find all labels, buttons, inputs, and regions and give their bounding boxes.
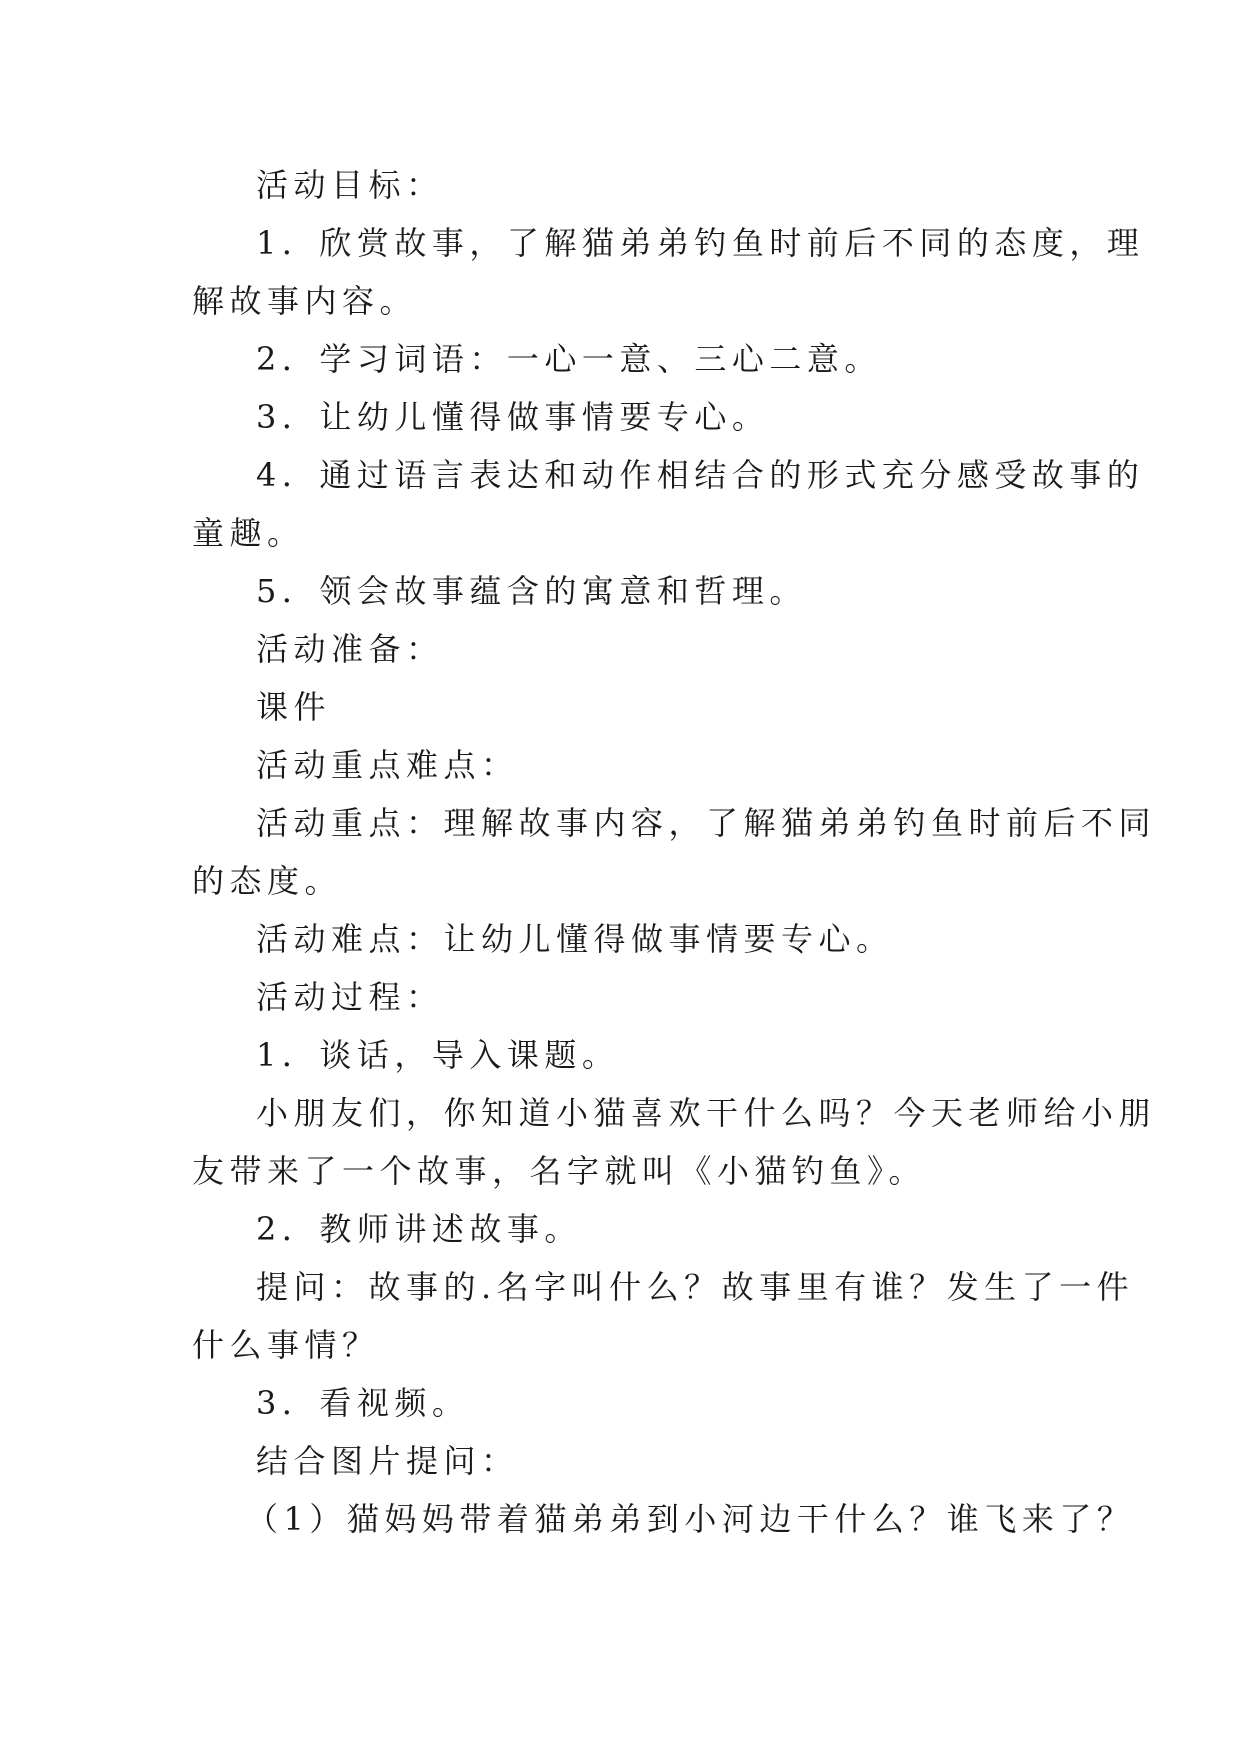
intro-talk-line-2: 友带来了一个故事，名字就叫《小猫钓鱼》。 [192,1152,927,1190]
question-line-2: 什么事情？ [192,1326,380,1364]
heading-activity-process: 活动过程： [256,978,444,1016]
process-step-3: 3．看视频。 [256,1384,470,1422]
question-line-1: 提问：故事的.名字叫什么？故事里有谁？发生了一件 [256,1268,1135,1306]
goal-4-line-1: 4．通过语言表达和动作相结合的形式充分感受故事的 [256,456,1145,494]
intro-talk-line-1: 小朋友们，你知道小猫喜欢干什么吗？今天老师给小朋 [256,1094,1157,1132]
goal-1-line-1: 1．欣赏故事，了解猫弟弟钓鱼时前后不同的态度，理 [256,224,1145,262]
picture-question-1: （1）猫妈妈带着猫弟弟到小河边干什么？谁飞来了？ [246,1500,1135,1538]
goal-4-line-2: 童趣。 [192,514,305,552]
key-point-line-1: 活动重点：理解故事内容，了解猫弟弟钓鱼时前后不同 [256,804,1157,842]
picture-questions-heading: 结合图片提问： [256,1442,519,1480]
heading-activity-preparation: 活动准备： [256,630,444,668]
difficult-point: 活动难点：让幼儿懂得做事情要专心。 [256,920,894,958]
heading-key-points: 活动重点难点： [256,746,519,784]
process-step-1: 1．谈话，导入课题。 [256,1036,620,1074]
key-point-line-2: 的态度。 [192,862,343,900]
preparation-item: 课件 [256,688,332,726]
heading-activity-goals: 活动目标： [256,166,444,204]
goal-2: 2．学习词语：一心一意、三心二意。 [256,340,882,378]
goal-5: 5．领会故事蕴含的寓意和哲理。 [256,572,807,610]
goal-3: 3．让幼儿懂得做事情要专心。 [256,398,770,436]
goal-1-line-2: 解故事内容。 [192,282,418,320]
process-step-2: 2．教师讲述故事。 [256,1210,582,1248]
